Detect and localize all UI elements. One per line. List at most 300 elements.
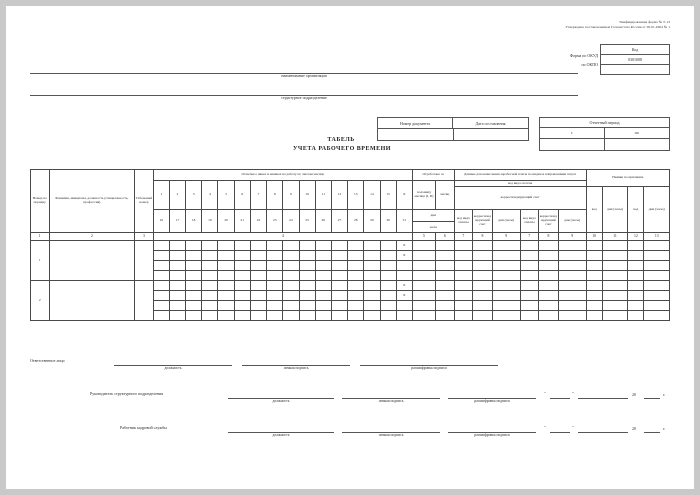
cell-absence[interactable]	[628, 241, 644, 251]
cell-day[interactable]	[331, 271, 347, 281]
cell-absence[interactable]	[586, 261, 602, 271]
cell-day[interactable]	[250, 251, 266, 261]
cell-day[interactable]	[267, 251, 283, 261]
cell-day[interactable]	[153, 301, 169, 311]
cell-absence[interactable]	[602, 251, 627, 261]
reporting-period-box	[539, 117, 670, 151]
hr-date-year-suffix: г.	[663, 426, 666, 431]
cell-day[interactable]	[169, 301, 185, 311]
cell-payroll[interactable]	[454, 261, 473, 271]
cell-absence[interactable]	[602, 281, 627, 291]
cell-day[interactable]	[380, 261, 396, 271]
cell-payroll[interactable]	[558, 241, 586, 251]
cell-day[interactable]	[202, 271, 218, 281]
cell-day[interactable]	[202, 251, 218, 261]
head-transcript-caption: расшифровка подписи	[474, 399, 510, 403]
document-number-label: Номер документа	[378, 118, 453, 129]
th-worked: Отработано за	[412, 170, 454, 181]
cell-day[interactable]	[283, 281, 299, 291]
cell-absence[interactable]	[644, 241, 670, 251]
timesheet-table	[30, 169, 670, 321]
cell-day[interactable]	[153, 311, 169, 321]
cell-day[interactable]	[250, 261, 266, 271]
hr-date-month-line[interactable]	[578, 431, 628, 433]
cell-day[interactable]	[331, 251, 347, 261]
cell-day[interactable]	[396, 271, 412, 281]
cell-absence[interactable]	[644, 301, 670, 311]
cell-payroll[interactable]	[558, 291, 586, 301]
day-cell-20: 20	[218, 210, 234, 233]
cell-payroll[interactable]	[473, 271, 493, 281]
cell-day[interactable]	[169, 271, 185, 281]
cell-worked-month[interactable]	[436, 291, 455, 301]
cell-absence[interactable]	[602, 291, 627, 301]
cell-payroll[interactable]	[558, 301, 586, 311]
row-person-value[interactable]	[49, 281, 135, 321]
cell-absence[interactable]	[628, 281, 644, 291]
cell-day[interactable]	[364, 241, 380, 251]
cell-day[interactable]	[202, 311, 218, 321]
cell-day[interactable]	[380, 311, 396, 321]
cell-payroll[interactable]	[558, 261, 586, 271]
cell-worked-month[interactable]	[436, 251, 455, 261]
th-person: Фамилия, инициалы, должность (специальность, профессия)	[49, 170, 135, 233]
row-index: 2	[31, 281, 50, 321]
colnum-8b: 8	[539, 233, 559, 241]
cell-day[interactable]	[364, 281, 380, 291]
cell-payroll[interactable]	[539, 301, 559, 311]
cell-payroll[interactable]	[539, 271, 559, 281]
cell-day[interactable]	[283, 251, 299, 261]
cell-day[interactable]	[267, 281, 283, 291]
cell-day[interactable]	[169, 241, 185, 251]
cell-payroll[interactable]	[492, 301, 520, 311]
cell-day[interactable]	[283, 301, 299, 311]
cell-day[interactable]	[364, 251, 380, 261]
cell-payroll[interactable]	[520, 271, 539, 281]
cell-day[interactable]	[250, 241, 266, 251]
cell-payroll[interactable]	[539, 251, 559, 261]
colnum-11: 11	[602, 233, 627, 241]
cell-day[interactable]	[267, 261, 283, 271]
document-number-value[interactable]	[378, 129, 454, 140]
cell-day[interactable]	[250, 271, 266, 281]
colnum-4: 4	[153, 233, 412, 241]
cell-day[interactable]	[250, 281, 266, 291]
cell-day[interactable]	[186, 281, 202, 291]
hr-transcript-caption: расшифровка подписи	[474, 433, 510, 437]
cell-day[interactable]	[202, 281, 218, 291]
cell-day[interactable]	[218, 301, 234, 311]
cell-worked-month[interactable]	[436, 301, 455, 311]
cell-day[interactable]	[331, 281, 347, 291]
document-date-value[interactable]	[454, 129, 529, 140]
th-absence: Неявки по причинам	[586, 170, 669, 187]
form-reference-line-2: Утверждена постановлением Госкомстата России от 05.01.2004 № 1	[565, 25, 670, 29]
cell-payroll[interactable]	[520, 241, 539, 251]
cell-x-marker: X	[396, 281, 412, 291]
cell-payroll[interactable]	[473, 301, 493, 311]
cell-worked-half[interactable]	[412, 301, 435, 311]
document-date-label: Дата составления	[453, 118, 528, 129]
th-worked-hours: часы	[429, 225, 437, 229]
day-cell-23: 23	[267, 210, 283, 233]
cell-day[interactable]	[153, 291, 169, 301]
cell-day[interactable]	[218, 251, 234, 261]
cell-payroll[interactable]	[492, 311, 520, 321]
responsible-signature-caption: личная подпись	[283, 366, 309, 370]
cell-day[interactable]	[299, 281, 315, 291]
cell-payroll[interactable]	[539, 261, 559, 271]
cell-day[interactable]	[283, 271, 299, 281]
day-cell-18: 18	[186, 210, 202, 233]
cell-worked-month[interactable]	[436, 261, 455, 271]
period-from-value[interactable]	[540, 139, 605, 150]
cell-day[interactable]	[331, 291, 347, 301]
day-cell-27: 27	[331, 210, 347, 233]
cell-absence[interactable]	[586, 251, 602, 261]
cell-day[interactable]	[331, 261, 347, 271]
th-worked-days: дни	[413, 210, 454, 222]
cell-day[interactable]	[234, 291, 250, 301]
cell-payroll[interactable]	[492, 281, 520, 291]
cell-day[interactable]	[364, 311, 380, 321]
cell-day[interactable]	[218, 241, 234, 251]
head-date-day-line[interactable]	[550, 397, 570, 399]
cell-day[interactable]	[396, 301, 412, 311]
cell-day[interactable]	[315, 261, 331, 271]
cell-day[interactable]	[348, 241, 364, 251]
cell-day[interactable]	[234, 311, 250, 321]
hr-date-day-line[interactable]	[550, 431, 570, 433]
okpo-value[interactable]	[601, 65, 669, 74]
cell-absence[interactable]	[628, 291, 644, 301]
th-payroll-code-type: код вида оплаты	[454, 181, 586, 187]
cell-day[interactable]	[153, 261, 169, 271]
cell-day[interactable]	[331, 301, 347, 311]
cell-worked-half[interactable]	[412, 271, 435, 281]
cell-day[interactable]	[169, 281, 185, 291]
cell-payroll[interactable]	[454, 301, 473, 311]
cell-day[interactable]	[267, 311, 283, 321]
cell-payroll[interactable]	[558, 271, 586, 281]
cell-absence[interactable]	[602, 301, 627, 311]
cell-worked-month[interactable]	[436, 311, 455, 321]
cell-payroll[interactable]	[454, 311, 473, 321]
cell-day[interactable]	[364, 301, 380, 311]
th-payroll-sub-days-2: дни (часы)	[558, 210, 586, 233]
cell-absence[interactable]	[644, 261, 670, 271]
cell-payroll[interactable]	[492, 251, 520, 261]
cell-day[interactable]	[283, 261, 299, 271]
cell-day[interactable]	[299, 251, 315, 261]
cell-day[interactable]	[283, 311, 299, 321]
cell-payroll[interactable]	[539, 311, 559, 321]
cell-payroll[interactable]	[520, 291, 539, 301]
hr-date-quote-open: "	[544, 425, 546, 430]
cell-day[interactable]	[202, 301, 218, 311]
th-worked-month: месяц	[436, 181, 455, 210]
cell-worked-half[interactable]	[412, 291, 435, 301]
cell-payroll[interactable]	[473, 251, 493, 261]
cell-payroll[interactable]	[454, 241, 473, 251]
cell-absence[interactable]	[586, 271, 602, 281]
row-person-value[interactable]	[49, 241, 135, 281]
cell-payroll[interactable]	[492, 261, 520, 271]
cell-day[interactable]	[234, 281, 250, 291]
cell-day[interactable]	[348, 281, 364, 291]
row-tabnum-value[interactable]	[135, 281, 154, 321]
cell-payroll[interactable]	[558, 281, 586, 291]
cell-day[interactable]	[169, 251, 185, 261]
cell-day[interactable]	[153, 251, 169, 261]
cell-payroll[interactable]	[473, 281, 493, 291]
cell-worked-half[interactable]	[412, 261, 435, 271]
row-tabnum-value[interactable]	[135, 241, 154, 281]
th-payroll-sub-account-2: корреспондирующий счет	[539, 210, 559, 233]
cell-day[interactable]	[348, 251, 364, 261]
cell-absence[interactable]	[628, 301, 644, 311]
cell-absence[interactable]	[602, 311, 627, 321]
cell-day[interactable]	[234, 261, 250, 271]
cell-day[interactable]	[380, 291, 396, 301]
cell-absence[interactable]	[602, 271, 627, 281]
day-cell-10: 10	[299, 181, 315, 210]
cell-day[interactable]	[267, 301, 283, 311]
cell-payroll[interactable]	[558, 311, 586, 321]
cell-day[interactable]	[218, 281, 234, 291]
cell-absence[interactable]	[586, 281, 602, 291]
cell-day[interactable]	[380, 281, 396, 291]
cell-day[interactable]	[186, 301, 202, 311]
cell-x-marker: X	[396, 291, 412, 301]
cell-day[interactable]	[218, 271, 234, 281]
cell-day[interactable]	[202, 261, 218, 271]
cell-day[interactable]	[380, 301, 396, 311]
day-cell-4: 4	[202, 181, 218, 210]
cell-payroll[interactable]	[473, 261, 493, 271]
day-cell-12: 12	[331, 181, 347, 210]
cell-absence[interactable]	[628, 311, 644, 321]
page-subtitle: УЧЕТА РАБОЧЕГО ВРЕМЕНИ	[293, 146, 391, 152]
cell-day[interactable]	[299, 241, 315, 251]
period-to-value[interactable]	[605, 139, 669, 150]
cell-day[interactable]	[315, 311, 331, 321]
cell-day[interactable]	[364, 261, 380, 271]
head-date-year-line[interactable]	[644, 397, 660, 399]
cell-absence[interactable]	[644, 251, 670, 261]
cell-payroll[interactable]	[473, 241, 493, 251]
cell-absence[interactable]	[628, 261, 644, 271]
cell-day[interactable]	[234, 271, 250, 281]
cell-worked-month[interactable]	[436, 241, 455, 251]
colnum-6: 6	[436, 233, 455, 241]
head-date-year-suffix: г.	[663, 392, 666, 397]
period-from-label: с	[540, 128, 605, 138]
head-date-year-prefix: 20	[632, 392, 636, 397]
cell-day[interactable]	[218, 291, 234, 301]
okpo-label: по ОКПО	[581, 62, 598, 67]
cell-day[interactable]	[299, 291, 315, 301]
cell-payroll[interactable]	[454, 251, 473, 261]
cell-day[interactable]	[364, 291, 380, 301]
cell-day[interactable]	[348, 301, 364, 311]
cell-day[interactable]	[315, 301, 331, 311]
day-cell-5: 5	[218, 181, 234, 210]
cell-absence[interactable]	[628, 271, 644, 281]
cell-day[interactable]	[315, 251, 331, 261]
cell-day[interactable]	[202, 291, 218, 301]
cell-payroll[interactable]	[558, 251, 586, 261]
cell-day[interactable]	[186, 261, 202, 271]
cell-day[interactable]	[380, 271, 396, 281]
cell-absence[interactable]	[644, 311, 670, 321]
cell-day[interactable]	[267, 241, 283, 251]
cell-day[interactable]	[396, 311, 412, 321]
cell-day[interactable]	[186, 241, 202, 251]
cell-day[interactable]	[250, 301, 266, 311]
head-of-subdivision-label: Руководитель структурного подразделения	[90, 391, 164, 396]
cell-payroll[interactable]	[473, 311, 493, 321]
cell-day[interactable]	[299, 301, 315, 311]
cell-day[interactable]	[234, 251, 250, 261]
day-cell-1: 1	[153, 181, 169, 210]
cell-day[interactable]	[169, 291, 185, 301]
cell-absence[interactable]	[602, 261, 627, 271]
cell-day[interactable]	[153, 271, 169, 281]
colnum-7a: 7	[454, 233, 473, 241]
cell-day[interactable]	[348, 291, 364, 301]
cell-absence[interactable]	[586, 291, 602, 301]
th-payroll-sub-code-1: код вида оплаты	[454, 210, 473, 233]
cell-absence[interactable]	[586, 311, 602, 321]
cell-day[interactable]	[234, 241, 250, 251]
cell-payroll[interactable]	[454, 281, 473, 291]
cell-payroll[interactable]	[520, 281, 539, 291]
cell-day[interactable]	[380, 251, 396, 261]
cell-payroll[interactable]	[539, 291, 559, 301]
cell-day[interactable]	[267, 271, 283, 281]
cell-payroll[interactable]	[539, 241, 559, 251]
cell-day[interactable]	[315, 271, 331, 281]
cell-payroll[interactable]	[539, 281, 559, 291]
cell-worked-month[interactable]	[436, 271, 455, 281]
cell-day[interactable]	[331, 311, 347, 321]
cell-payroll[interactable]	[520, 311, 539, 321]
cell-absence[interactable]	[602, 241, 627, 251]
day-cell-28: 28	[348, 210, 364, 233]
cell-day[interactable]	[331, 241, 347, 251]
code-box-header: Код	[601, 45, 669, 55]
cell-day[interactable]	[348, 311, 364, 321]
cell-day[interactable]	[186, 271, 202, 281]
cell-day[interactable]	[169, 261, 185, 271]
cell-day[interactable]	[380, 241, 396, 251]
cell-day[interactable]	[202, 241, 218, 251]
cell-day[interactable]	[186, 291, 202, 301]
cell-day[interactable]	[396, 261, 412, 271]
cell-absence[interactable]	[586, 301, 602, 311]
colnum-13: 13	[644, 233, 670, 241]
cell-absence[interactable]	[586, 241, 602, 251]
cell-day[interactable]	[299, 311, 315, 321]
cell-absence[interactable]	[628, 251, 644, 261]
cell-payroll[interactable]	[492, 241, 520, 251]
cell-absence[interactable]	[644, 291, 670, 301]
cell-day[interactable]	[267, 291, 283, 301]
cell-absence[interactable]	[644, 271, 670, 281]
colnum-9a: 9	[492, 233, 520, 241]
cell-payroll[interactable]	[520, 261, 539, 271]
cell-payroll[interactable]	[492, 271, 520, 281]
okud-value[interactable]: 0301008	[601, 55, 669, 65]
cell-payroll[interactable]	[520, 301, 539, 311]
cell-absence[interactable]	[644, 281, 670, 291]
cell-payroll[interactable]	[473, 291, 493, 301]
cell-day[interactable]	[250, 291, 266, 301]
cell-day[interactable]	[186, 251, 202, 261]
cell-day[interactable]	[250, 311, 266, 321]
cell-day[interactable]	[315, 291, 331, 301]
cell-day[interactable]	[348, 271, 364, 281]
head-date-month-line[interactable]	[578, 397, 628, 399]
cell-day[interactable]	[348, 261, 364, 271]
cell-day[interactable]	[153, 281, 169, 291]
cell-day[interactable]	[364, 271, 380, 281]
cell-payroll[interactable]	[454, 271, 473, 281]
subdivision-caption: структурное подразделение	[281, 96, 327, 100]
colnum-8a: 8	[473, 233, 493, 241]
cell-day[interactable]	[234, 301, 250, 311]
cell-worked-half[interactable]	[412, 311, 435, 321]
colnum-7b: 7	[520, 233, 539, 241]
cell-day[interactable]	[218, 311, 234, 321]
period-to-label: по	[634, 130, 639, 135]
cell-worked-month[interactable]	[436, 281, 455, 291]
cell-day[interactable]	[299, 271, 315, 281]
cell-day[interactable]	[315, 281, 331, 291]
hr-date-year-prefix: 20	[632, 426, 636, 431]
cell-day[interactable]	[186, 311, 202, 321]
cell-worked-half[interactable]	[412, 241, 435, 251]
cell-day[interactable]	[169, 311, 185, 321]
th-payroll-sub-days-1: дни (часы)	[492, 210, 520, 233]
cell-worked-half[interactable]	[412, 251, 435, 261]
cell-payroll[interactable]	[454, 291, 473, 301]
responsible-position-caption: должность	[164, 366, 182, 370]
cell-day[interactable]	[315, 241, 331, 251]
head-position-caption: должность	[272, 399, 290, 403]
page-title: ТАБЕЛЬ	[327, 137, 355, 143]
header-row-main	[31, 170, 670, 181]
colnum-9b: 9	[558, 233, 586, 241]
th-payroll-account: корреспондирующий счет	[454, 187, 586, 210]
cell-day[interactable]	[299, 261, 315, 271]
day-cell-26: 26	[315, 210, 331, 233]
day-cell-25: 25	[299, 210, 315, 233]
cell-day[interactable]	[218, 261, 234, 271]
cell-payroll[interactable]	[492, 291, 520, 301]
colnum-2: 2	[49, 233, 135, 241]
cell-worked-half[interactable]	[412, 281, 435, 291]
th-absence-days-1: дни (часы)	[602, 187, 627, 233]
head-date-quote-close: "	[572, 391, 574, 396]
cell-day[interactable]	[153, 241, 169, 251]
cell-payroll[interactable]	[520, 251, 539, 261]
cell-day[interactable]	[283, 291, 299, 301]
cell-day[interactable]	[283, 241, 299, 251]
hr-date-year-line[interactable]	[644, 431, 660, 433]
